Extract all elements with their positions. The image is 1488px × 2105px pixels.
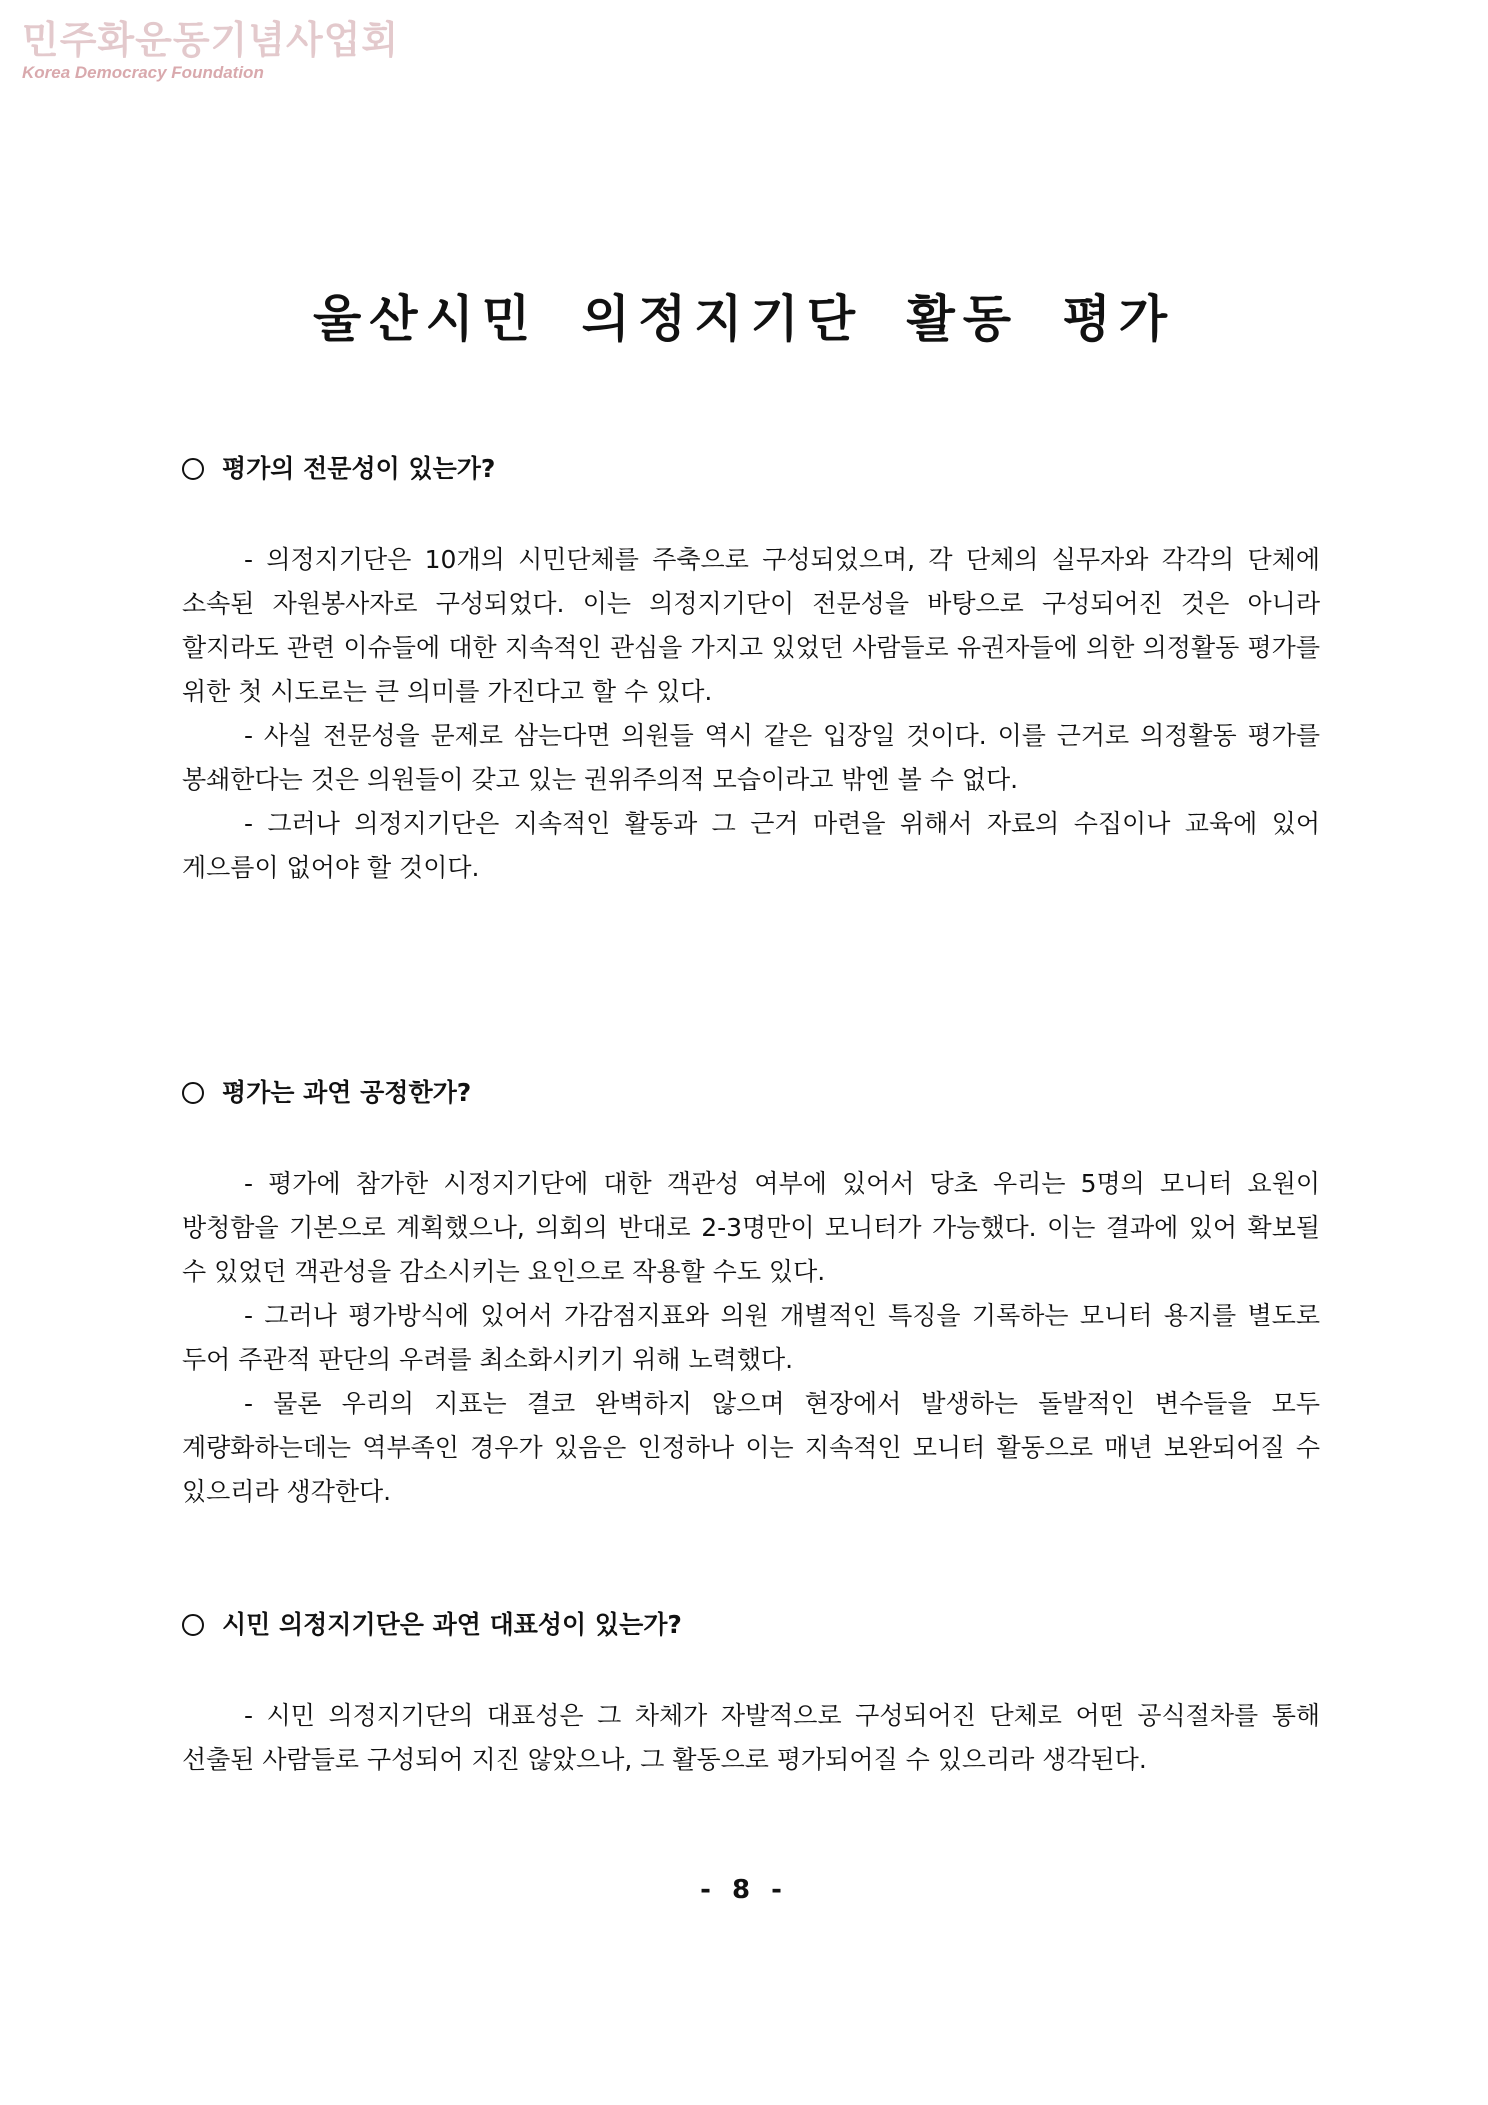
paragraph: - 물론 우리의 지표는 결코 완벽하지 않으며 현장에서 발생하는 돌발적인 변수들을 모두 계량화하는데는 역부족인 경우가 있음은 인정하나 이는 지속적인 모니터 활동으로 매년 보완되어질 수 있으리라 생각한다. bbox=[182, 1389, 1320, 1506]
section-fairness bbox=[182, 1076, 1320, 1514]
watermark-english-text: Korea Democracy Foundation bbox=[22, 63, 264, 82]
paragraph: - 의정지기단은 10개의 시민단체를 주축으로 구성되었으며, 각 단체의 실무자와 각각의 단체에 소속된 자원봉사자로 구성되었다. 이는 의정지기단이 전문성을 바탕으로 구성되어진 것은 아니라 할지라도 관련 이슈들에 대한 지속적인 관심을 가지고 있었던 사람들로 유권자들에 의한 의정활동 평가를 위한 첫 시도로는 큰 의미를 가진다고 할 수 있다. bbox=[182, 545, 1320, 706]
paragraph: - 시민 의정지기단의 대표성은 그 차체가 자발적으로 구성되어진 단체로 어떤 공식절차를 통해 선출된 사람들로 구성되어 지진 않았으나, 그 활동으로 평가되어질 수 있으리라 생각된다. bbox=[182, 1701, 1320, 1774]
page-number: - 8 - bbox=[700, 1875, 788, 1905]
circle-bullet-icon bbox=[182, 1614, 204, 1636]
watermark-korean-text: 민주화운동기념사업회 bbox=[22, 17, 400, 62]
section-heading-text: 평가의 전문성이 있는가? bbox=[222, 454, 496, 483]
section-representativeness bbox=[182, 1608, 1320, 1782]
section-heading bbox=[182, 452, 1320, 486]
document-title: 울산시민 의정지기단 활동 평가 bbox=[312, 290, 1176, 348]
paragraph: - 그러나 의정지기단은 지속적인 활동과 그 근거 마련을 위해서 자료의 수집이나 교육에 있어 게으름이 없어야 할 것이다. bbox=[182, 809, 1320, 882]
section-heading-text: 평가는 과연 공정한가? bbox=[222, 1078, 472, 1107]
section-heading bbox=[182, 1076, 1320, 1110]
section-heading-text: 시민 의정지기단은 과연 대표성이 있는가? bbox=[222, 1610, 682, 1639]
watermark-logo bbox=[22, 17, 400, 84]
section-expertise bbox=[182, 452, 1320, 890]
paragraph: - 사실 전문성을 문제로 삼는다면 의원들 역시 같은 입장일 것이다. 이를 근거로 의정활동 평가를 봉쇄한다는 것은 의원들이 갖고 있는 권위주의적 모습이라고 밖엔 볼 수 없다. bbox=[182, 721, 1320, 794]
circle-bullet-icon bbox=[182, 458, 204, 480]
paragraph: - 평가에 참가한 시정지기단에 대한 객관성 여부에 있어서 당초 우리는 5명의 모니터 요원이 방청함을 기본으로 계획했으나, 의회의 반대로 2-3명만이 모니터가 가능했다. 이는 결과에 있어 확보될 수 있었던 객관성을 감소시키는 요인으로 작용할 수도 있다. bbox=[182, 1169, 1320, 1286]
section-heading bbox=[182, 1608, 1320, 1642]
paragraph: - 그러나 평가방식에 있어서 가감점지표와 의원 개별적인 특징을 기록하는 모니터 용지를 별도로 두어 주관적 판단의 우려를 최소화시키기 위해 노력했다. bbox=[182, 1301, 1320, 1374]
circle-bullet-icon bbox=[182, 1082, 204, 1104]
